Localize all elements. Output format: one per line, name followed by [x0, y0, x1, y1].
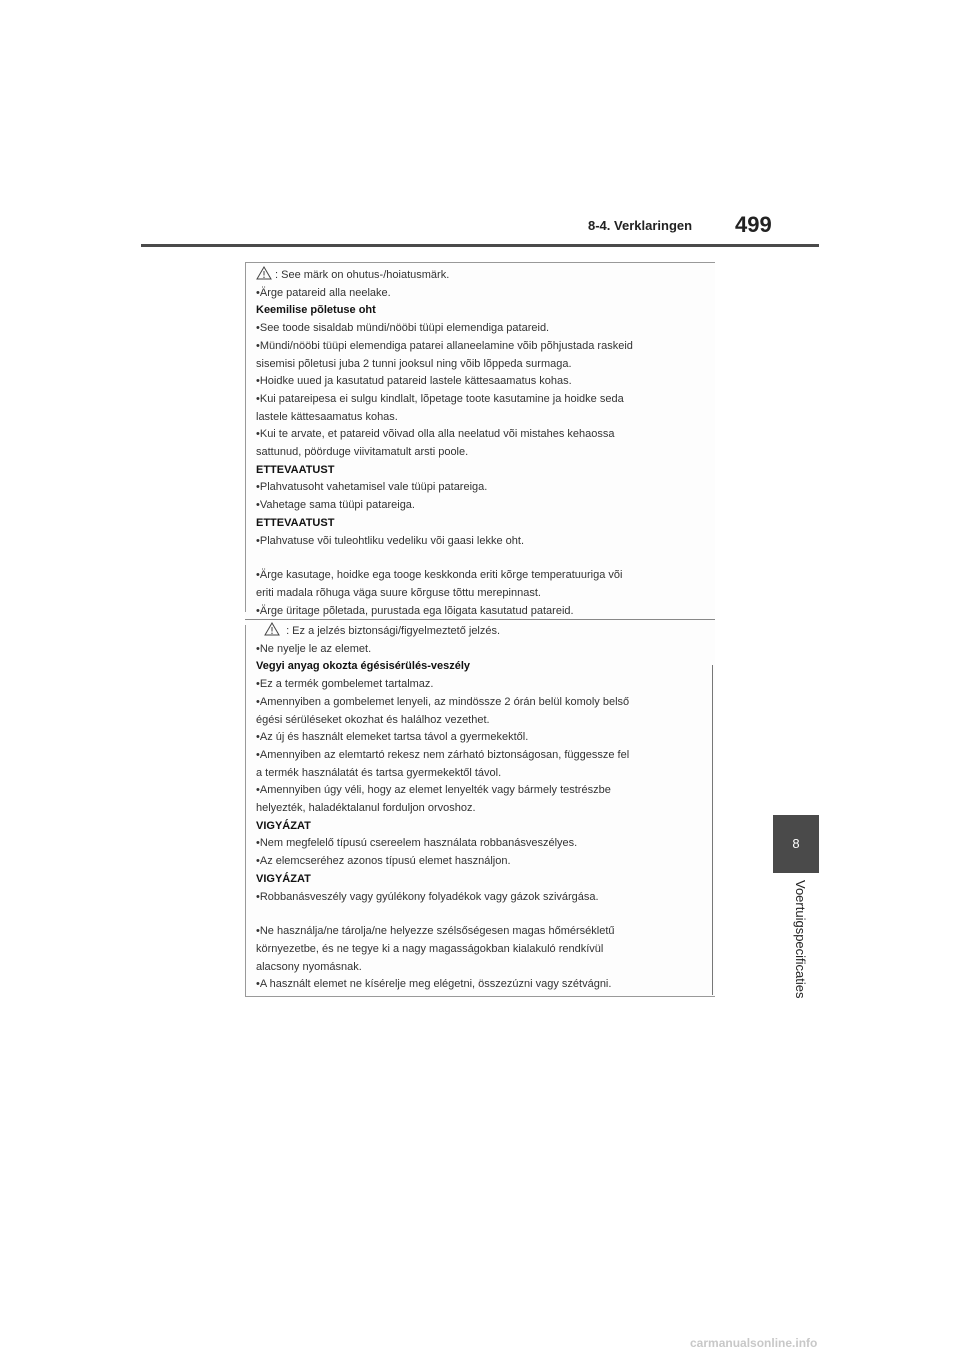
estonian-line: •Ärge patareid alla neelake. [256, 286, 391, 299]
estonian-line: ETTEVAATUST [256, 516, 335, 529]
hungarian-lines [256, 641, 706, 994]
hungarian-line: VIGYÁZAT [256, 872, 311, 885]
hungarian-line: VIGYÁZAT [256, 819, 311, 832]
hungarian-line: •Az elemcseréhez azonos típusú elemet használjon. [256, 855, 511, 868]
estonian-line: •Mündi/nööbi tüüpi elemendiga patarei allaneelamine võib põhjustada raskeid [256, 339, 633, 352]
hungarian-line: •Az új és használt elemeket tartsa távol a gyermekektől. [256, 731, 529, 744]
estonian-warning-text [256, 266, 706, 620]
panel-border-right [712, 665, 713, 995]
estonian-line: lastele kättesaamatus kohas. [256, 410, 398, 423]
estonian-line: •Kui te arvate, et patareid võivad olla alla neelatud või mistahes kehaossa [256, 428, 615, 441]
hungarian-warning-text [256, 622, 706, 994]
hungarian-line: •Ne használja/ne tárolja/ne helyezze szélsőségesen magas hőmérsékletű [256, 925, 615, 938]
estonian-line: •Hoidke uued ja kasutatud patareid lastele kättesaamatus kohas. [256, 375, 572, 388]
panel-border-top [245, 262, 715, 263]
hungarian-line: •Amennyiben a gombelemet lenyeli, az mindössze 2 órán belül komoly belső [256, 695, 630, 708]
estonian-line: •Kui patareipesa ei sulgu kindlalt, lõpetage toote kasutamine ja hoidke seda [256, 392, 624, 405]
hungarian-line: alacsony nyomásnak. [256, 960, 362, 973]
watermark: carmanualsonline.info [690, 1336, 818, 1350]
hungarian-line: Vegyi anyag okozta égésisérülés-veszély [256, 660, 471, 673]
estonian-line: •Plahvatuse või tuleohtliku vedeliku või gaasi lekke oht. [256, 534, 525, 547]
warning-triangle-icon [264, 622, 280, 636]
hungarian-line: •Robbanásveszély vagy gyúlékony folyadékok vagy gázok szivárgása. [256, 890, 599, 903]
estonian-line [256, 550, 706, 567]
hungarian-line: •Amennyiben az elemtartó rekesz nem zárható biztonságosan, függessze fel [256, 748, 630, 761]
hungarian-line: helyezték, haladéktalanul forduljon orvoshoz. [256, 802, 476, 815]
estonian-line: •Ärge kasutage, hoidke ega tooge keskkonda eriti kõrge temperatuuriga või [256, 569, 623, 582]
hungarian-line: •Ez a termék gombelemet tartalmaz. [256, 678, 434, 691]
page-number: 499 [735, 212, 772, 237]
hungarian-line: égési sérüléseket okozhat és halálhoz vezethet. [256, 713, 490, 726]
hungarian-line: •Nem megfelelő típusú csereelem használata robbanásveszélyes. [256, 837, 578, 850]
estonian-lines [256, 285, 706, 621]
estonian-line: ETTEVAATUST [256, 463, 335, 476]
estonian-line: •Plahvatusoht vahetamisel vale tüüpi patareiga. [256, 481, 488, 494]
estonian-line: eriti madala rõhuga väga suure kõrguse tõttu merepinnast. [256, 586, 541, 599]
hungarian-line: •A használt elemet ne kísérelje meg elégetni, összezúzni vagy szétvágni. [256, 978, 612, 991]
hungarian-line: környezetbe, és ne tegye ki a nagy magasságokban kialakuló rendkívül [256, 942, 604, 955]
header-divider [141, 244, 819, 247]
warning-triangle-icon [256, 266, 272, 280]
estonian-line: sattunud, pöörduge viivitamatult arsti poole. [256, 446, 469, 459]
chapter-label: Voertuigspecificaties [793, 880, 808, 999]
hungarian-line: •Amennyiben úgy véli, hogy az elemet lenyelték vagy bármely testrészbe [256, 784, 611, 797]
estonian-line: •Ärge üritage põletada, purustada ega lõigata kasutatud patareid. [256, 604, 574, 617]
hungarian-symbol-note: : Ez a jelzés biztonsági/figyelmeztető jelzés. [256, 622, 706, 641]
estonian-line: sisemisi põletusi juba 2 tunni jooksul ning võib lõppeda surmaga. [256, 357, 572, 370]
hungarian-line: a termék használatát és tartsa gyermekektől távol. [256, 766, 502, 779]
estonian-symbol-note: : See märk on ohutus-/hoiatusmärk. [256, 266, 706, 285]
section-title: 8-4. Verklaringen [588, 218, 693, 233]
chapter-tab: 8 [773, 815, 819, 873]
panel-border-left-lower [245, 625, 246, 997]
panel-border-bottom [245, 996, 715, 997]
estonian-line: Keemilise põletuse oht [256, 304, 376, 317]
hungarian-line [256, 906, 706, 923]
hungarian-line: •Ne nyelje le az elemet. [256, 642, 372, 655]
panel-border-left [245, 262, 246, 612]
estonian-line: •See toode sisaldab mündi/nööbi tüüpi elemendiga patareid. [256, 322, 550, 335]
estonian-line: •Vahetage sama tüüpi patareiga. [256, 499, 415, 512]
